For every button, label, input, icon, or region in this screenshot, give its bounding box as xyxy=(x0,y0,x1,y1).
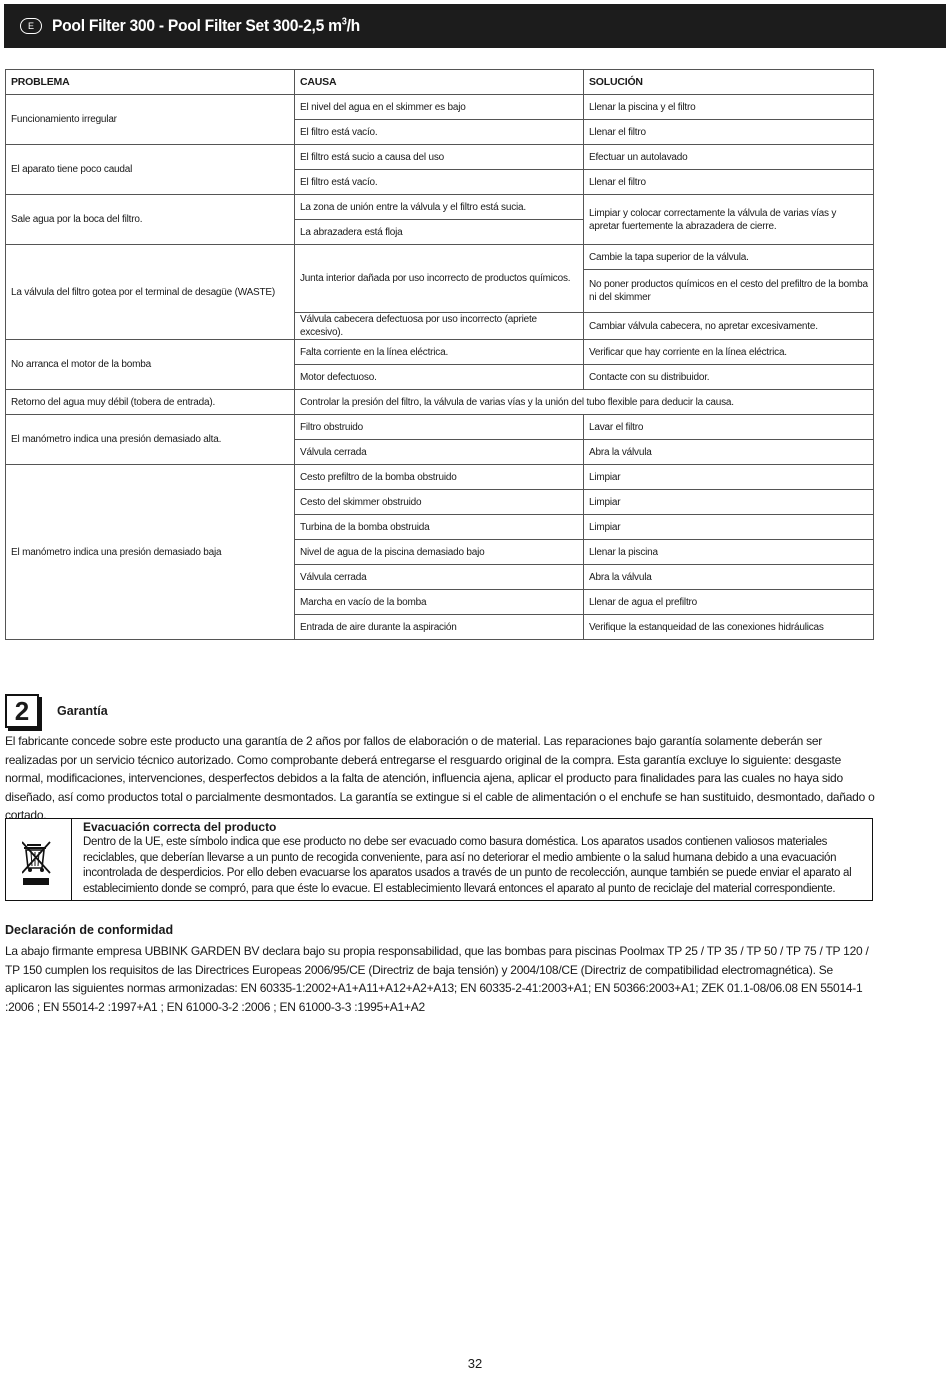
table-row xyxy=(6,415,874,440)
disposal-box xyxy=(5,818,873,901)
header-problem: PROBLEMA xyxy=(6,70,295,95)
troubleshooting-table xyxy=(5,69,874,640)
crossed-bin-icon xyxy=(22,841,56,887)
table-row xyxy=(6,390,874,415)
cause-cell: El filtro está sucio a causa del uso xyxy=(295,145,584,170)
cause-cell: El filtro está vacío. xyxy=(295,120,584,145)
solution-cell: Cambie la tapa superior de la válvula. xyxy=(584,245,874,270)
solution-cell: Abra la válvula xyxy=(584,565,874,590)
page-title xyxy=(52,16,360,36)
warranty-text: El fabricante concede sobre este producto una garantía de 2 años por fallos de elaboración o de material. Las reparaciones bajo garantía solamente deberán ser realizadas por un servicio técnico autorizado. Como comprobante deberá entregarse el resguardo original de la compra. Esta garantía excluye lo siguiente: desgaste normal, modificaciones, intervenciones, desperfectos debidos a la falta de atención, influencia ajena, aplicar el producto para finalidades para las cuales no haya sido diseñado, así como productos total o parcialmente desmontados. La garantía se extingue si el cable de alimentación o el enchufe se han sustituido, desmontado, dañado o cortado. xyxy=(5,734,875,822)
cause-cell: Turbina de la bomba obstruida xyxy=(295,515,584,540)
problem-cell: Sale agua por la boca del filtro. xyxy=(6,195,295,245)
solution-cell: Verificar que hay corriente en la línea eléctrica. xyxy=(584,340,874,365)
cause-cell: Motor defectuoso. xyxy=(295,365,584,390)
solution-cell: Llenar el filtro xyxy=(584,170,874,195)
solution-cell: Abra la válvula xyxy=(584,440,874,465)
solution-cell: Limpiar y colocar correctamente la válvula de varias vías y apretar fuertemente la abrazadera de cierre. xyxy=(584,195,874,245)
page-number: 32 xyxy=(467,1356,483,1371)
table-row xyxy=(6,95,874,120)
solution-cell: Contacte con su distribuidor. xyxy=(584,365,874,390)
problem-cell: El aparato tiene poco caudal xyxy=(6,145,295,195)
solution-cell: Llenar el filtro xyxy=(584,120,874,145)
cause-cell: Cesto prefiltro de la bomba obstruido xyxy=(295,465,584,490)
table-row xyxy=(6,195,874,220)
table-header-row xyxy=(6,70,874,95)
disposal-icon-cell xyxy=(6,819,72,900)
title-superscript: 3 xyxy=(341,16,347,28)
cause-cell: Entrada de aire durante la aspiración xyxy=(295,615,584,640)
declaration-text: La abajo firmante empresa UBBINK GARDEN BV declara bajo su propia responsabilidad, que las bombas para piscinas Poolmax TP 25 / TP 35 / TP 50 / TP 75 / TP 120 / TP 150 cumplen los requisitos de las Directrices Europeas 2006/95/CE (Directriz de baja tensión) y 2004/108/CE (Directriz de compatibilidad electromagnética). Se aplicaron las siguientes normas armonizadas: EN 60335-1:2002+A1+A11+A12+A2+A13; EN 60335-2-41:2003+A1; EN 50366:2003+A1; ZEK 01.1-08/06.08 EN 55014-1 :2006 ; EN 55014-2 :1997+A1 ; EN 61000-3-2 :2006 ; EN 61000-3-3 :1995+A1+A2 xyxy=(5,944,869,1014)
disposal-text: Dentro de la UE, este símbolo indica que ese producto no debe ser evacuado como basura doméstica. Los aparatos usados contienen valiosos materiales reciclables, que deberían llevarse a un punto de recogida conveniente, para así no deteriorar el medio ambiente o la salud humana debido a una evacuación incontrolada de desperdicios. Por ello deben evacuarse los aparatos usados a través de un punto de recolección, aunque también se puede enviar el aparato al establecimiento donde se compró, para que éste lo evacue. El establecimiento llevará entonces el aparato al punto de reciclaje del material correspondiente. xyxy=(83,836,852,895)
language-badge: E xyxy=(20,18,42,34)
problem-cell: Retorno del agua muy débil (tobera de entrada). xyxy=(6,390,295,415)
cause-cell: Nivel de agua de la piscina demasiado bajo xyxy=(295,540,584,565)
problem-cell: No arranca el motor de la bomba xyxy=(6,340,295,390)
header-cause: CAUSA xyxy=(295,70,584,95)
declaration-heading: Declaración de conformidad xyxy=(5,923,174,937)
cause-cell: Marcha en vacío de la bomba xyxy=(295,590,584,615)
title-suffix: /h xyxy=(346,16,360,35)
cause-cell: Cesto del skimmer obstruido xyxy=(295,490,584,515)
solution-cell: No poner productos químicos en el cesto del prefiltro de la bomba ni del skimmer xyxy=(584,270,874,313)
cause-cell: La abrazadera está floja xyxy=(295,220,584,245)
solution-cell: Limpiar xyxy=(584,515,874,540)
problem-cell: La válvula del filtro gotea por el terminal de desagüe (WASTE) xyxy=(6,245,295,340)
cause-cell: Válvula cerrada xyxy=(295,565,584,590)
section-number-badge: 2 xyxy=(5,694,39,728)
solution-cell: Limpiar xyxy=(584,490,874,515)
table-row xyxy=(6,245,874,270)
cause-cell: Válvula cabecera defectuosa por uso incorrecto (apriete excesivo). xyxy=(295,313,584,340)
page-header xyxy=(4,4,946,48)
solution-cell: Llenar la piscina y el filtro xyxy=(584,95,874,120)
cause-cell: Controlar la presión del filtro, la válvula de varias vías y la unión del tubo flexible para deducir la causa. xyxy=(295,390,874,415)
warranty-heading: Garantía xyxy=(57,704,108,718)
table-row xyxy=(6,145,874,170)
table-row xyxy=(6,465,874,490)
solution-cell: Efectuar un autolavado xyxy=(584,145,874,170)
solution-cell: Llenar la piscina xyxy=(584,540,874,565)
cause-cell: El nivel del agua en el skimmer es bajo xyxy=(295,95,584,120)
cause-cell: La zona de unión entre la válvula y el filtro está sucia. xyxy=(295,195,584,220)
title-main: Pool Filter 300 - Pool Filter Set 300-2,5 m xyxy=(52,16,342,35)
header-solution: SOLUCIÓN xyxy=(584,70,874,95)
solution-cell: Lavar el filtro xyxy=(584,415,874,440)
cause-cell: Junta interior dañada por uso incorrecto de productos químicos. xyxy=(295,245,584,313)
cause-cell: Falta corriente en la línea eléctrica. xyxy=(295,340,584,365)
cause-cell: Válvula cerrada xyxy=(295,440,584,465)
table-row xyxy=(6,340,874,365)
solution-cell: Llenar de agua el prefiltro xyxy=(584,590,874,615)
problem-cell: El manómetro indica una presión demasiado baja xyxy=(6,465,295,640)
cause-cell: El filtro está vacío. xyxy=(295,170,584,195)
solution-cell: Verifique la estanqueidad de las conexiones hidráulicas xyxy=(584,615,874,640)
disposal-heading: Evacuación correcta del producto xyxy=(83,820,277,834)
cause-cell: Filtro obstruido xyxy=(295,415,584,440)
solution-cell: Cambiar válvula cabecera, no apretar excesivamente. xyxy=(584,313,874,340)
problem-cell: El manómetro indica una presión demasiado alta. xyxy=(6,415,295,465)
solution-cell: Limpiar xyxy=(584,465,874,490)
problem-cell: Funcionamiento irregular xyxy=(6,95,295,145)
